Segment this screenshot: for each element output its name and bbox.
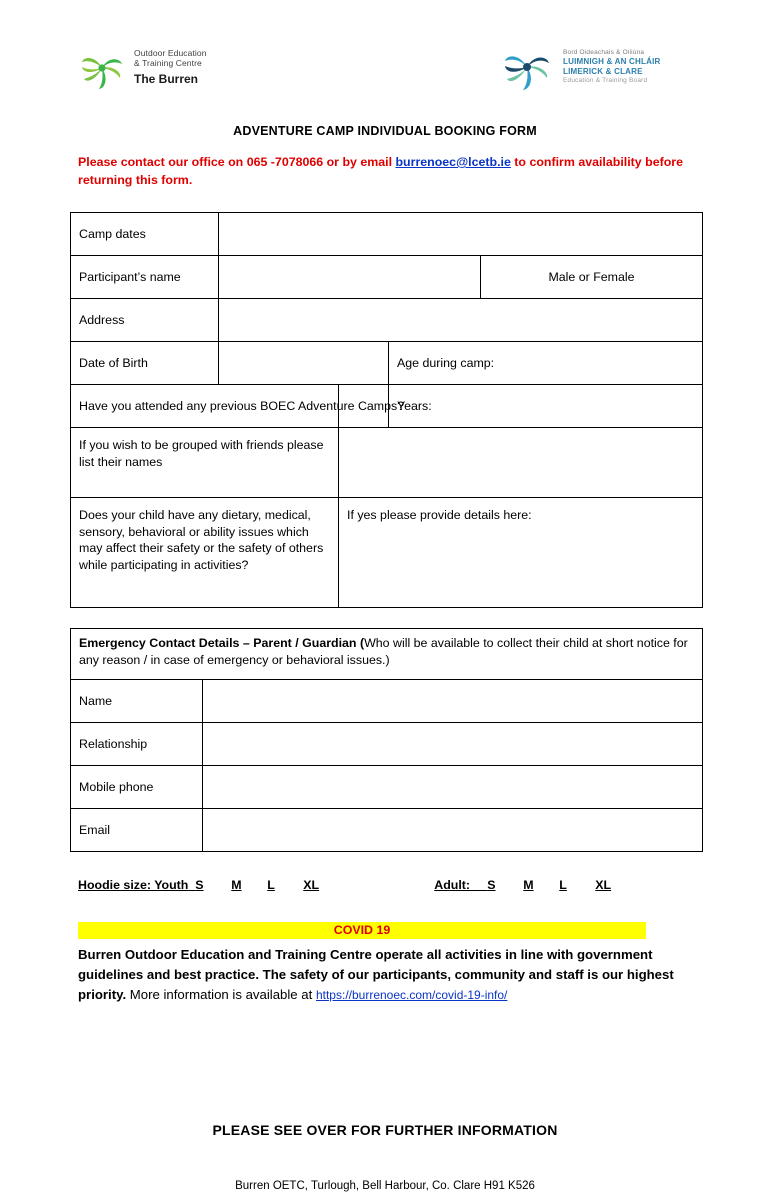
covid-info-link[interactable]: https://burrenoec.com/covid-19-info/: [315, 987, 508, 1002]
address-input[interactable]: [219, 298, 703, 341]
camp-dates-label: Camp dates: [71, 212, 219, 255]
hoodie-size-row: [78, 878, 678, 892]
logo-left-line1: Outdoor Education: [134, 48, 207, 59]
hoodie-youth-size-s[interactable]: S: [195, 877, 204, 892]
emergency-email-input[interactable]: [203, 808, 703, 851]
emergency-relationship-input[interactable]: [203, 722, 703, 765]
see-over-notice: PLEASE SEE OVER FOR FURTHER INFORMATION: [212, 1122, 558, 1139]
table-row-friends: [71, 427, 703, 497]
emergency-contact-table: [70, 628, 703, 852]
medical-issues-label: Does your child have any dietary, medical, sensory, behavioral or ability issues which may affect their safety or the safety of others while participating in activities?: [71, 497, 339, 607]
covid-information: [78, 945, 692, 1004]
emergency-name-input[interactable]: [203, 679, 703, 722]
dob-input[interactable]: [219, 341, 389, 384]
emergency-header-strong: Emergency Contact Details – Parent / Guardian (: [79, 635, 365, 650]
logo-right-line3: LIMERICK & CLARE: [563, 67, 643, 76]
page-title: ADVENTURE CAMP INDIVIDUAL BOOKING FORM: [233, 124, 537, 138]
table-row-address: [71, 298, 703, 341]
notice-part2: to confirm availability before returning this form.: [78, 155, 683, 187]
group-with-friends-input[interactable]: [339, 427, 703, 497]
hoodie-adult-label: Adult:: [434, 877, 471, 892]
logo-left-line3: The Burren: [134, 71, 199, 86]
table-row-medical: [71, 497, 703, 607]
covid-plain-text: More information is available at: [126, 986, 316, 1002]
camp-dates-input[interactable]: [219, 212, 703, 255]
participant-name-label: Participant’s name: [71, 255, 219, 298]
hoodie-adult-size-s[interactable]: S: [487, 877, 496, 892]
emergency-mobile-input[interactable]: [203, 765, 703, 808]
notice-part1: Please contact our office on 065 -7078066 or by email: [78, 155, 396, 169]
gender-select[interactable]: Male or Female: [481, 255, 703, 298]
participant-details-table: [70, 212, 703, 608]
table-row-previous-camps: [71, 384, 703, 427]
covid-banner: COVID 19: [78, 922, 646, 939]
lcetb-logo-text: [563, 49, 660, 85]
table-row-dob: [71, 341, 703, 384]
emergency-header: [71, 628, 703, 679]
previous-camps-label: Have you attended any previous BOEC Adventure Camps?: [71, 384, 339, 427]
logo-right-line1: Bord Oideachais & Oiliúna: [563, 48, 645, 56]
years-label: Years:: [389, 384, 703, 427]
covid-bold-text: Burren Outdoor Education and Training Centre operate all activities in line with government guidelines and best practice. The safety of our participants, community and staff is our highest priority.: [78, 946, 674, 1002]
table-row-camp-dates: [71, 212, 703, 255]
table-row: [71, 808, 703, 851]
address-footer: Burren OETC, Turlough, Bell Harbour, Co. Clare H91 K526: [235, 1180, 535, 1192]
logo-left-line2: & Training Centre: [134, 58, 202, 69]
table-row: [71, 765, 703, 808]
burren-oetc-spiral-logo-icon: [78, 44, 126, 92]
logo-right-line2: LUIMNIGH & AN CHLÁIR: [563, 57, 661, 66]
logo-right-line4: Education & Training Board: [563, 77, 648, 84]
emergency-mobile-label: Mobile phone: [71, 765, 203, 808]
burren-oetc-logo: [78, 44, 207, 92]
table-row-participant-name: [71, 255, 703, 298]
office-contact-notice: [78, 154, 692, 190]
hoodie-youth-size-xl[interactable]: XL: [303, 877, 320, 892]
hoodie-youth-size-m[interactable]: M: [231, 877, 242, 892]
hoodie-adult-size-xl[interactable]: XL: [595, 877, 612, 892]
age-during-camp-label: Age during camp:: [389, 341, 703, 384]
burren-oetc-logo-text: [134, 49, 207, 86]
emergency-header-rest: Who will be available to collect their child at short notice for any reason / in case of emergency or behavioral issues.): [79, 635, 688, 668]
hoodie-size-label: Hoodie size: Youth: [78, 877, 189, 892]
address-label: Address: [71, 298, 219, 341]
booking-form-page: [0, 40, 770, 1192]
lcetb-logo: [500, 40, 660, 94]
table-row: [71, 679, 703, 722]
logo-row: [0, 40, 770, 110]
hoodie-adult-size-l[interactable]: L: [559, 877, 567, 892]
hoodie-youth-size-l[interactable]: L: [267, 877, 275, 892]
medical-issues-details-input[interactable]: If yes please provide details here:: [339, 497, 703, 607]
participant-name-input[interactable]: [219, 255, 481, 298]
email-link[interactable]: burrenoec@lcetb.ie: [395, 155, 511, 169]
table-row-emergency-header: [71, 628, 703, 679]
emergency-relationship-label: Relationship: [71, 722, 203, 765]
hoodie-adult-size-m[interactable]: M: [523, 877, 534, 892]
lcetb-spiral-logo-icon: [500, 40, 554, 94]
table-row: [71, 722, 703, 765]
group-with-friends-label: If you wish to be grouped with friends please list their names: [71, 427, 339, 497]
dob-label: Date of Birth: [71, 341, 219, 384]
emergency-email-label: Email: [71, 808, 203, 851]
emergency-name-label: Name: [71, 679, 203, 722]
